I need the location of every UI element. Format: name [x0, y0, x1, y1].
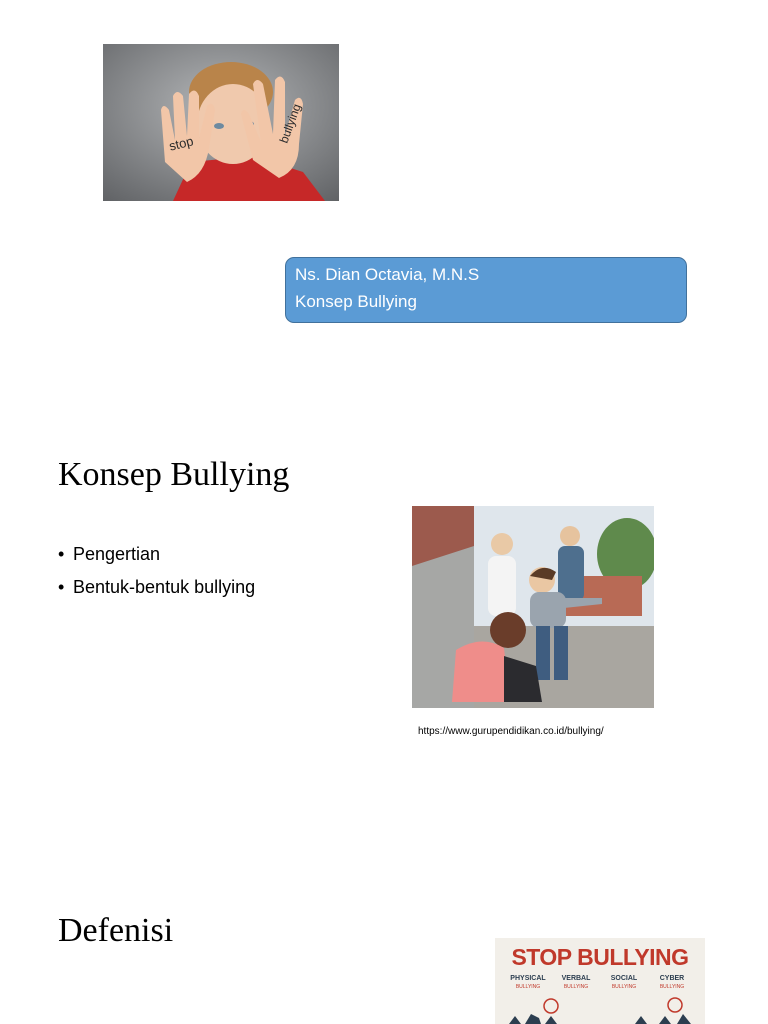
emoji-icon [668, 998, 682, 1012]
children-illustration [412, 506, 654, 708]
bullet-text: Pengertian [73, 544, 161, 564]
category-sub: BULLYING [659, 984, 685, 990]
bullet-marker: • [58, 544, 65, 564]
category-sub: BULLYING [515, 984, 541, 990]
author-name: Ns. Dian Octavia, M.N.S [295, 265, 480, 284]
bullet-list [58, 541, 255, 607]
title-box [285, 257, 687, 323]
emoji-icon [544, 999, 558, 1013]
children-bullying-photo [412, 506, 654, 708]
category-sub: BULLYING [563, 984, 589, 990]
slide-heading-defenisi: Defenisi [58, 912, 174, 949]
poster-figures [495, 938, 705, 1024]
category-name: PHYSICAL [510, 975, 546, 982]
presentation-title: Konsep Bullying [295, 292, 417, 311]
list-item [58, 574, 255, 607]
image-source-link[interactable]: https://www.gurupendidikan.co.id/bullying/ [418, 726, 604, 737]
hand-text-stop: stop [167, 133, 195, 154]
hand-text-bullying: bullying [276, 101, 304, 146]
category-sub: BULLYING [611, 984, 637, 990]
category-name: VERBAL [561, 975, 591, 982]
stop-bullying-photo [103, 44, 339, 201]
stop-bullying-illustration [103, 44, 339, 201]
category-name: SOCIAL [610, 975, 638, 982]
bullet-text: Bentuk-bentuk bullying [73, 577, 256, 597]
category-name: CYBER [659, 975, 685, 982]
poster-title: STOP BULLYING [511, 944, 689, 970]
stop-bullying-poster [495, 938, 705, 1024]
list-item [58, 541, 255, 574]
slide-heading-konsep: Konsep Bullying [58, 456, 290, 493]
bullet-marker: • [58, 577, 65, 597]
